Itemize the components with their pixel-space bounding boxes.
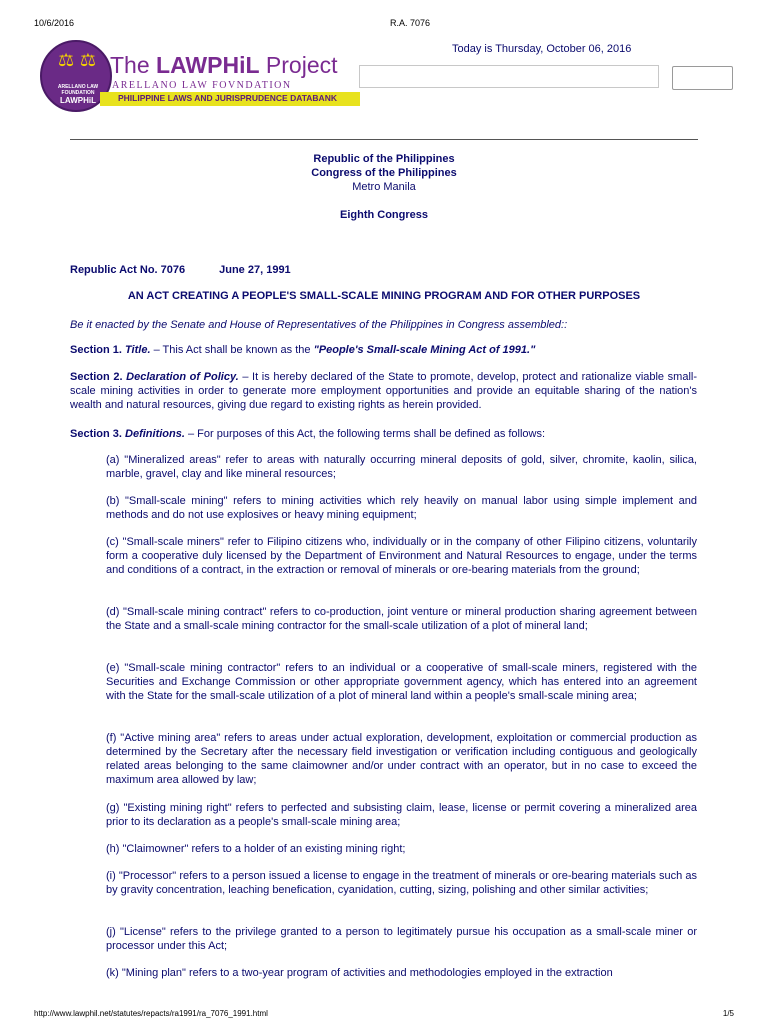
definition-item: (i) "Processor" refers to a person issued a license to engage in the treatment of minerals or ore-bearing materials such as by gravity concentration, leaching benefication, cyanidation, cutting, sizing, polishing and other similar activities;: [106, 870, 697, 896]
lawphil-logo[interactable]: [40, 40, 360, 112]
definition-item: (h) "Claimowner" refers to a holder of an existing mining right;: [106, 843, 406, 855]
section-2: Section 2. Declaration of Policy. – It is hereby declared of the State to promote, develop, protect and rationalize viable small-scale mining activities in order to generate more employment opportunities and provide an equitable sharing of the nation's wealth and natural resources, giving due regard to existing rights as herein provided.: [70, 371, 697, 411]
definition-item: (e) "Small-scale mining contractor" refers to an individual or a cooperative of small-scale miners, registered with the Securities and Exchange Commission or other appropriate government agency, which has entered into an agreement with the State for the small-scale utilization of a plot of mineral land within a people's small-scale mining area;: [106, 662, 697, 702]
definition-item: (j) "License" refers to the privilege granted to a person to legitimately pursue his occupation as a small-scale miner or processor under this Act;: [106, 926, 697, 952]
act-number-line: [70, 263, 697, 277]
definition-item: (f) "Active mining area" refers to areas under actual exploration, development, exploitation or commercial production as determined by the Secretary after the necessary field investigation or verification including contiguous and geologically related areas belonging to the same claimowner and/or under contract with an operator, but in no case to exceed the maximum area allowed by law;: [106, 732, 697, 786]
definition-item: (g) "Existing mining right" refers to perfected and subsisting claim, lease, license or permit covering a mineralized area prior to its declaration as a people's small-scale mining area;: [106, 802, 697, 828]
search-button[interactable]: [672, 66, 733, 90]
page-url: http://www.lawphil.net/statutes/repacts/ra1991/ra_7076_1991.html: [34, 1009, 268, 1018]
definition-item: (c) "Small-scale miners" refer to Filipino citizens who, individually or in the company of other Filipino citizens, voluntarily form a cooperative duly licensed by the Department of Environment and Natural Resources to engage, under the terms and conditions of a contract, in the extraction or removal of minerals or ore-bearing materials from the ground;: [106, 536, 697, 576]
section-3: Section 3. Definitions. – For purposes of this Act, the following terms shall be defined as follows:: [70, 428, 546, 440]
print-title: R.A. 7076: [390, 18, 431, 28]
section-1: Section 1. Title. – This Act shall be known as the "People's Small-scale Mining Act of 1991.": [70, 344, 536, 356]
republic-heading: Republic of the Philippines: [313, 153, 455, 165]
city-heading: Metro Manila: [352, 181, 416, 193]
definition-item: (k) "Mining plan" refers to a two-year program of activities and methodologies employed in the extraction: [106, 967, 613, 979]
print-date: 10/6/2016: [34, 18, 75, 28]
act-title: AN ACT CREATING A PEOPLE'S SMALL-SCALE MINING PROGRAM AND FOR OTHER PURPOSES: [127, 290, 641, 302]
definition-item: (a) "Mineralized areas" refer to areas with naturally occurring mineral deposits of gold, silver, chromite, kaolin, silica, marble, gravel, clay and like mineral resources;: [106, 454, 697, 480]
seal-text: ARELLANO LAW FOUNDATION: [57, 84, 99, 96]
foundation-name: ARELLANO LAW FOVNDATION: [112, 80, 292, 91]
page-number: 1/5: [722, 1009, 734, 1018]
congress-heading: Congress of the Philippines: [311, 167, 457, 179]
brand-title: The LAWPHiL Project: [110, 52, 338, 78]
act-date: June 27, 1991: [219, 264, 291, 276]
today-date: Today is Thursday, October 06, 2016: [452, 43, 632, 55]
header-divider: [70, 139, 698, 140]
search-input[interactable]: [359, 65, 659, 88]
scales-of-justice-icon: ⚖ ⚖: [58, 50, 96, 71]
session-heading: Eighth Congress: [339, 209, 428, 221]
seal-name: LAWPHiL: [60, 96, 96, 105]
act-number: Republic Act No. 7076: [70, 264, 186, 276]
definition-item: (d) "Small-scale mining contract" refers to co-production, joint venture or mineral production sharing agreement between the State and a small-scale mining contractor for the small-scale utilization of a plot of mineral land;: [106, 606, 697, 632]
databank-banner: PHILIPPINE LAWS AND JURISPRUDENCE DATABANK: [100, 92, 360, 106]
enacting-clause: Be it enacted by the Senate and House of Representatives of the Philippines in Congress assembled::: [70, 319, 568, 331]
definition-item: (b) "Small-scale mining" refers to mining activities which rely heavily on manual labor using simple implement and methods and do not use explosives or heavy mining equipment;: [106, 495, 697, 521]
